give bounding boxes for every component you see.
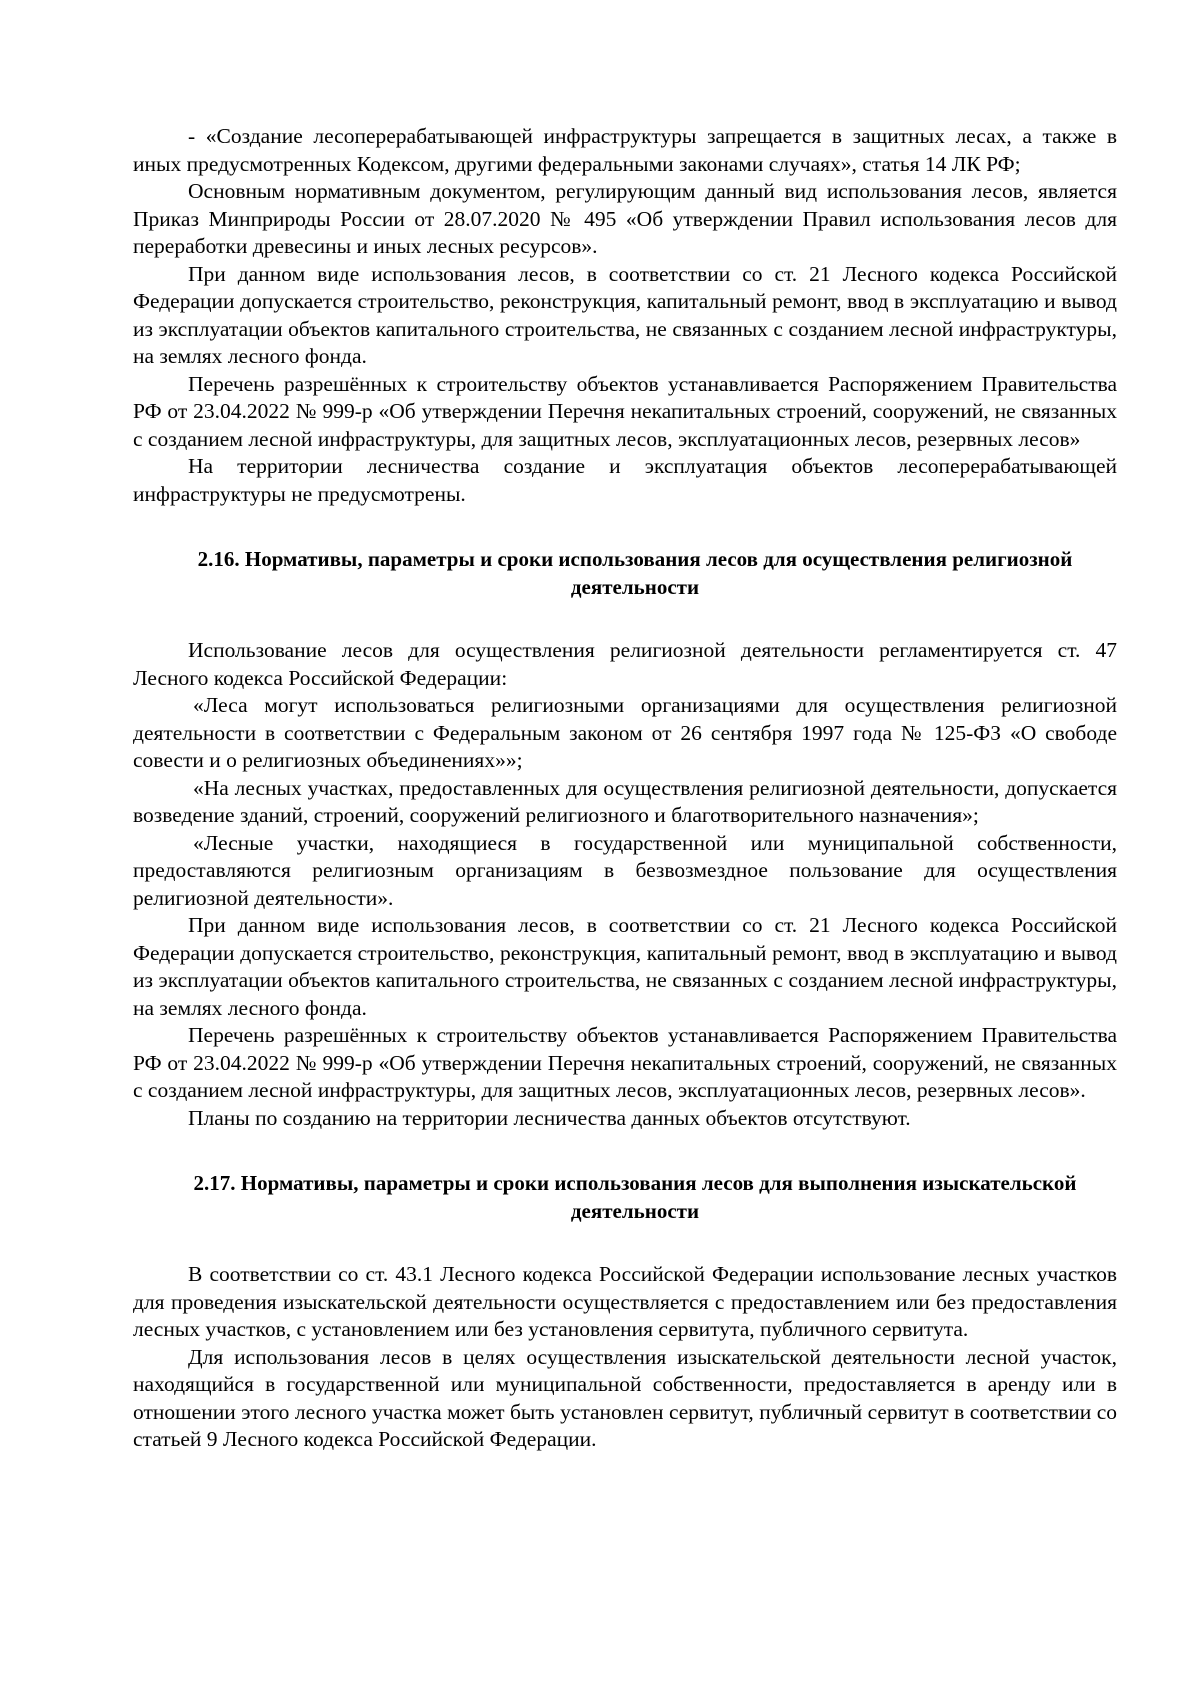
- paragraph: Планы по созданию на территории лесничества данных объектов отсутствуют.: [188, 1105, 911, 1130]
- paragraph: Использование лесов для осуществления религиозной деятельности регламентируется ст. 47 Лесного кодекса Российской Федерации:: [133, 638, 1117, 690]
- paragraph: На территории лесничества создание и эксплуатация объектов лесоперерабатывающей инфраструктуры не предусмотрены.: [133, 454, 1117, 506]
- paragraph: Перечень разрешённых к строительству объектов устанавливается Распоряжением Правительства РФ от 23.04.2022 № 999-р «Об утверждении Перечня некапитальных строений, сооружений, не связанных с созданием лесной инфраструктуры, для защитных лесов, эксплуатационных лесов, резервных лесов».: [133, 1023, 1117, 1102]
- paragraph: - «Создание лесоперерабатывающей инфраструктуры запрещается в защитных лесах, а также в иных предусмотренных Кодексом, другими федеральными законами случаях», статья 14 ЛК РФ;: [133, 124, 1117, 176]
- paragraph: В соответствии со ст. 43.1 Лесного кодекса Российской Федерации использование лесных участков для проведения изыскательской деятельности осуществляется с предоставлением или без предоставления лесных участков, с установлением или без установления сервитута, публичного сервитута.: [133, 1262, 1117, 1341]
- paragraph: Основным нормативным документом, регулирующим данный вид использования лесов, является Приказ Минприроды России от 28.07.2020 № 495 «Об утверждении Правил использования лесов для переработки древесины и иных лесных ресурсов».: [133, 179, 1117, 258]
- quote-paragraph: «Леса могут использоваться религиозными организациями для осуществления религиозной деятельности в соответствии с Федеральным законом от 26 сентября 1997 года № 125-ФЗ «О свободе совести и о религиозных объединениях»»;: [133, 693, 1117, 772]
- quote-paragraph: «На лесных участках, предоставленных для осуществления религиозной деятельности, допускается возведение зданий, строений, сооружений религиозного и благотворительного назначения»;: [133, 775, 1117, 827]
- quote-paragraph: «Лесные участки, находящиеся в государственной или муниципальной собственности, предоставляются религиозным организациям в безвозмездное пользование для осуществления религиозной деятельности».: [133, 830, 1117, 910]
- paragraph: При данном виде использования лесов, в соответствии со ст. 21 Лесного кодекса Российской Федерации допускается строительство, реконструкция, капитальный ремонт, ввод в эксплуатацию и вывод из эксплуатации объектов капитального строительства, не связанных с созданием лесной инфраструктуры, на землях лесного фонда.: [133, 913, 1117, 1020]
- paragraph: Перечень разрешённых к строительству объектов устанавливается Распоряжением Правительства РФ от 23.04.2022 № 999-р «Об утверждении Перечня некапитальных строений, сооружений, не связанных с созданием лесной инфраструктуры, для защитных лесов, эксплуатационных лесов, резервных лесов»: [133, 371, 1117, 451]
- section-heading-2-16: 2.16. Нормативы, параметры и сроки использования лесов для осуществления религиозной деятельности: [197, 547, 1073, 599]
- paragraph: При данном виде использования лесов, в соответствии со ст. 21 Лесного кодекса Российской Федерации допускается строительство, реконструкция, капитальный ремонт, ввод в эксплуатацию и вывод из эксплуатации объектов капитального строительства, не связанных с созданием лесной инфраструктуры, на землях лесного фонда.: [133, 261, 1117, 368]
- section-heading-2-17: 2.17. Нормативы, параметры и сроки использования лесов для выполнения изыскательской деятельности: [193, 1171, 1077, 1223]
- paragraph: Для использования лесов в целях осуществления изыскательской деятельности лесной участок, находящийся в государственной или муниципальной собственности, предоставляется в аренду или в отношении этого лесного участка может быть установлен сервитут, публичный сервитут в соответствии со статьей 9 Лесного кодекса Российской Федерации.: [133, 1344, 1117, 1451]
